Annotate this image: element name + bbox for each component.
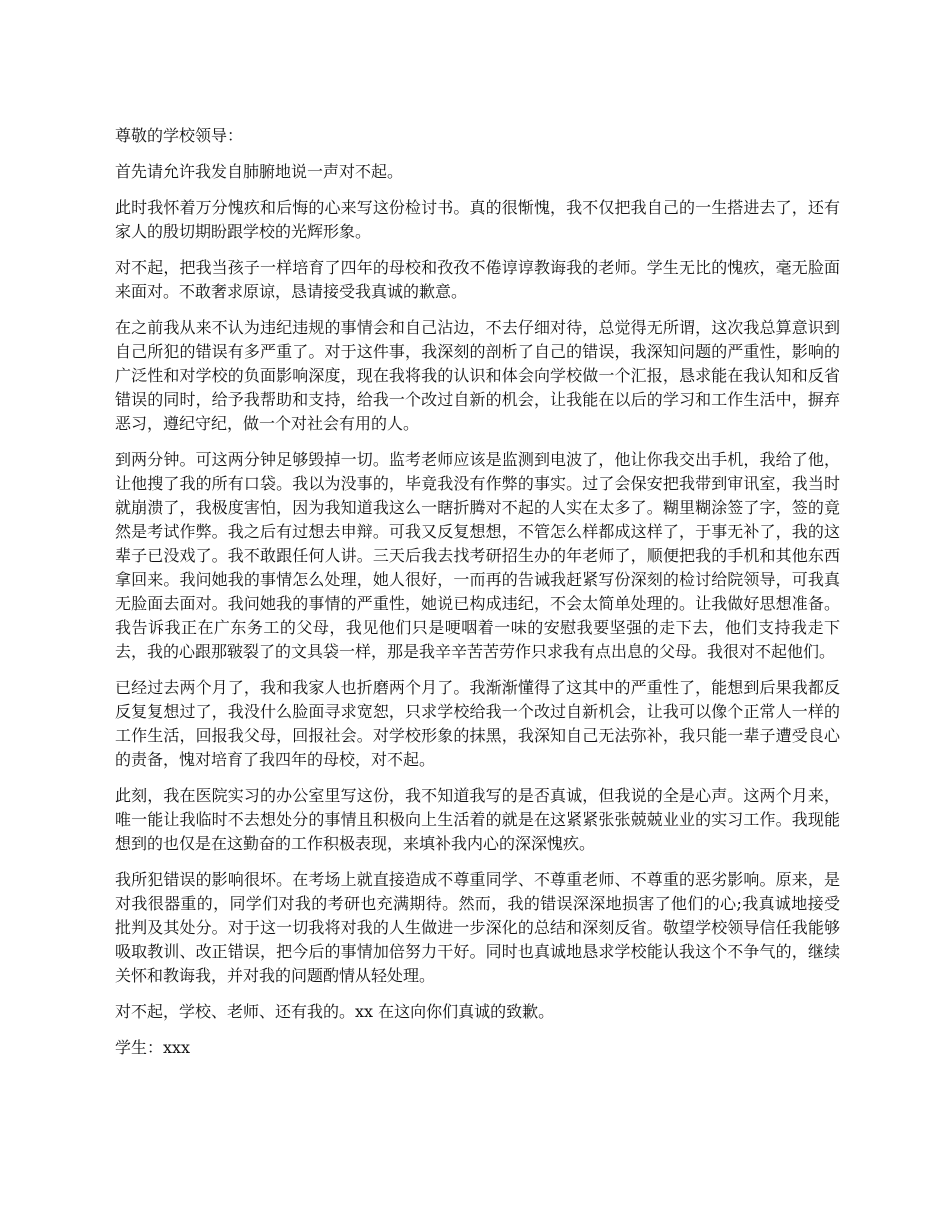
paragraph-5: 到两分钟。可这两分钟足够毁掉一切。监考老师应该是监测到电波了，他让你我交出手机，我给了他，让他搜了我的所有口袋。我以为没事的，毕竟我没有作弊的事实。过了会保安把我带到审讯室，我当时就崩溃了，我极度害怕，因为我知道我这么一瞎折腾对不起的人实在太多了。糊里糊涂签了字，签的竟然是考试作弊。我之后有过想去申辩。可我又反复想想，不管怎么样都成这样了，于事无补了，我的这辈子已没戏了。我不敢跟任何人讲。三天后我去找考研招生办的年老师了，顺便把我的手机和其他东西拿回来。我问她我的事情怎么处理，她人很好，一而再的告诫我赶紧写份深刻的检讨给院领导，可我真无脸面去面对。我问她我的事情的严重性，她说已构成违纪，不会太简单处理的。让我做好思想准备。我告诉我正在广东务工的父母，我见他们只是哽咽着一味的安慰我要坚强的走下去，他们支持我走下去，我的心跟那皲裂了的文具袋一样，那是我辛辛苦苦劳作只求我有点出息的父母。我很对不起他们。: [115, 450, 840, 661]
paragraph-1: 首先请允许我发自肺腑地说一声对不起。: [115, 162, 404, 181]
closing-line: 对不起，学校、老师、还有我的。xx 在这向你们真诚的致歉。: [115, 1002, 555, 1021]
paragraph-6: 已经过去两个月了，我和我家人也折磨两个月了。我渐渐懂得了这其中的严重性了，能想到后果我都反反复复想过了，我没什么脸面寻求宽恕，只求学校给我一个改过自新机会，让我可以像个正常人一样的工作生活，回报我父母，回报社会。对学校形象的抹黑，我深知自己无法弥补，我只能一辈子遭受良心的责备，愧对培育了我四年的母校，对不起。: [115, 678, 840, 769]
salutation: 尊敬的学校领导：: [115, 126, 244, 145]
paragraph-7: 此刻，我在医院实习的办公室里写这份，我不知道我写的是否真诚，但我说的全是心声。这两个月来，唯一能让我临时不去想处分的事情且积极向上生活着的就是在这紧紧张张兢兢业业的实习工作。我现能想到的也仅是在这勤奋的工作积极表现，来填补我内心的深深愧疚。: [115, 786, 840, 853]
paragraph-8: 我所犯错误的影响很坏。在考场上就直接造成不尊重同学、不尊重老师、不尊重的恶劣影响。原来，是对我很器重的，同学们对我的考研也充满期待。然而，我的错误深深地损害了他们的心;我真诚地接受批判及其处分。对于这一切我将对我的人生做进一步深化的总结和深刻反省。敬望学校领导信任我能够吸取教训、改正错误，把今后的事情加倍努力干好。同时也真诚地恳求学校能认我这个不争气的，继续关怀和教诲我，并对我的问题酌情从轻处理。: [115, 870, 840, 985]
paragraph-2: 此时我怀着万分愧疚和后悔的心来写这份检讨书。真的很惭愧，我不仅把我自己的一生搭进去了，还有家人的殷切期盼跟学校的光辉形象。: [115, 198, 840, 241]
paragraph-3: 对不起，把我当孩子一样培育了四年的母校和孜孜不倦谆谆教诲我的老师。学生无比的愧疚，毫无脸面来面对。不敢奢求原谅，恳请接受我真诚的歉意。: [115, 258, 840, 301]
paragraph-4: 在之前我从来不认为违纪违规的事情会和自己沾边，不去仔细对待，总觉得无所谓，这次我总算意识到自己所犯的错误有多严重了。对于这件事，我深刻的剖析了自己的错误，我深知问题的严重性，影响的广泛性和对学校的负面影响深度，现在我将我的认识和体会向学校做一个汇报，恳求能在我认知和反省错误的同时，给予我帮助和支持，给我一个改过自新的机会，让我能在以后的学习和工作生活中，摒弃恶习，遵纪守纪，做一个对社会有用的人。: [115, 318, 840, 433]
signature: 学生：xxx: [115, 1038, 191, 1057]
letter-document: [115, 124, 840, 1072]
